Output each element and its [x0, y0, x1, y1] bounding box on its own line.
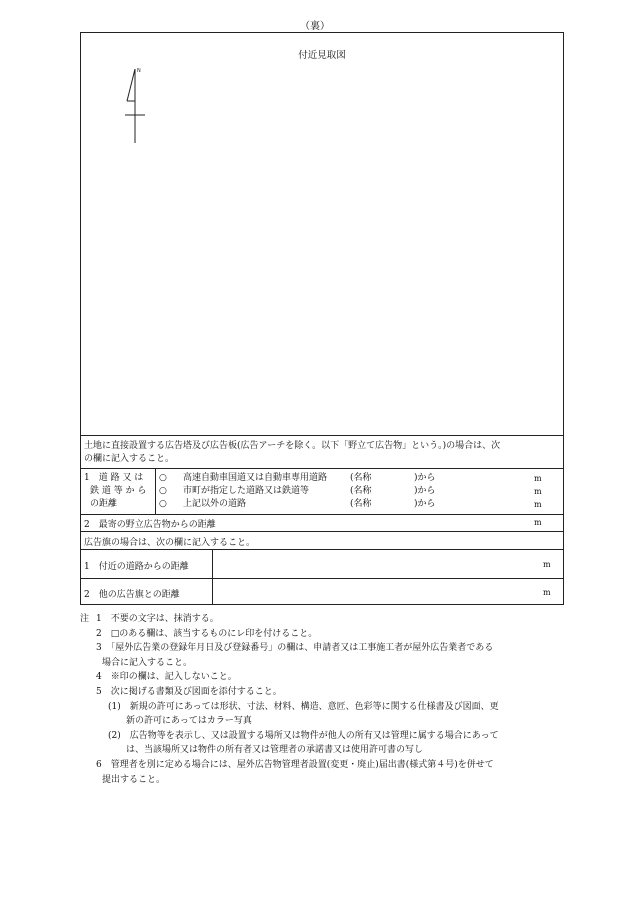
flag-road-distance-row: [81, 549, 563, 578]
road-option-designated: ○ 市町が指定した道路又は鉄道等 (名称 )から m: [159, 486, 542, 496]
billboard-instruction-row: [81, 435, 563, 468]
nearest-billboard-label: 2 最寄の野立広告物からの距離: [84, 520, 216, 530]
road-distance-label-line1: 1 道 路 又 は: [84, 473, 144, 483]
page-side-label: （裏）: [300, 21, 330, 32]
north-arrow-icon: [121, 65, 151, 149]
note-line: 1 不要の文字は、抹消する。: [96, 614, 219, 624]
note-line: は、当該場所又は物件の所有者又は管理者の承諾書又は使用許可書の写し: [126, 745, 424, 756]
road-distance-label-line2: 鉄 道 等 か ら: [90, 486, 147, 496]
flag-instruction: 広告旗の場合は、次の欄に記入すること。: [84, 538, 256, 548]
flag-other-distance-row: [81, 578, 563, 605]
flag-other-distance-unit: m: [543, 588, 551, 597]
note-line: 5 次に掲げる書類及び図面を添付すること。: [96, 686, 282, 697]
radio-bullet-icon[interactable]: ○: [159, 499, 167, 509]
note-line: (2) 広告物等を表示し、又は設置する場所又は物件が他人の所有又は管理に属する場合にあって: [108, 730, 499, 741]
north-label: N: [137, 68, 141, 74]
flag-other-distance-label: 2 他の広告旗との距離: [84, 590, 180, 600]
notes-prefix: 注: [80, 614, 90, 624]
map-title: 付近見取図: [298, 50, 346, 61]
flag-instruction-row: [81, 531, 563, 549]
application-form-table: [80, 32, 564, 605]
note-line: 提出すること。: [102, 774, 166, 785]
flag-road-distance-label: 1 付近の道路からの距離: [84, 562, 189, 572]
nearest-billboard-row: [81, 514, 563, 531]
road-distance-row: [81, 468, 563, 514]
road-option-other: ○ 上記以外の道路 (名称 )から m: [159, 499, 542, 509]
note-line: 3 「屋外広告業の登録年月日及び登録番号」の欄は、申請者又は工事施工者が屋外広告業者である: [96, 643, 494, 654]
flag-road-distance-unit: m: [543, 560, 551, 569]
note-line: 場合に記入すること。: [102, 657, 193, 668]
note-line: 2 □のある欄は、該当するものにレ印を付けること。: [96, 628, 318, 639]
road-option-expressway: ○ 高速自動車国道又は自動車専用道路 (名称 )から m: [159, 473, 542, 483]
billboard-instruction-line2: の欄に記入すること。: [84, 454, 175, 464]
radio-bullet-icon[interactable]: ○: [159, 473, 167, 483]
note-line: 新の許可にあってはカラー写真: [126, 716, 252, 727]
note-line: (1) 新規の許可にあっては形状、寸法、材料、構造、意匠、色彩等に関する仕様書及び図面、更: [108, 701, 499, 712]
notes-section: [80, 612, 564, 787]
note-line: 6 管理者を別に定める場合には、屋外広告物管理者設置(変更・廃止)届出書(様式第４号)を併せて: [96, 759, 494, 770]
road-distance-label-line3: の距離: [90, 499, 118, 509]
radio-bullet-icon[interactable]: ○: [159, 486, 167, 496]
note-line: 4 ※印の欄は、記入しないこと。: [96, 672, 237, 683]
billboard-instruction-line1: 土地に直接設置する広告塔及び広告板(広告アーチを除く。以下「野立て広告物」という。)の場合は、次: [84, 441, 501, 451]
nearest-billboard-unit: m: [534, 518, 542, 527]
